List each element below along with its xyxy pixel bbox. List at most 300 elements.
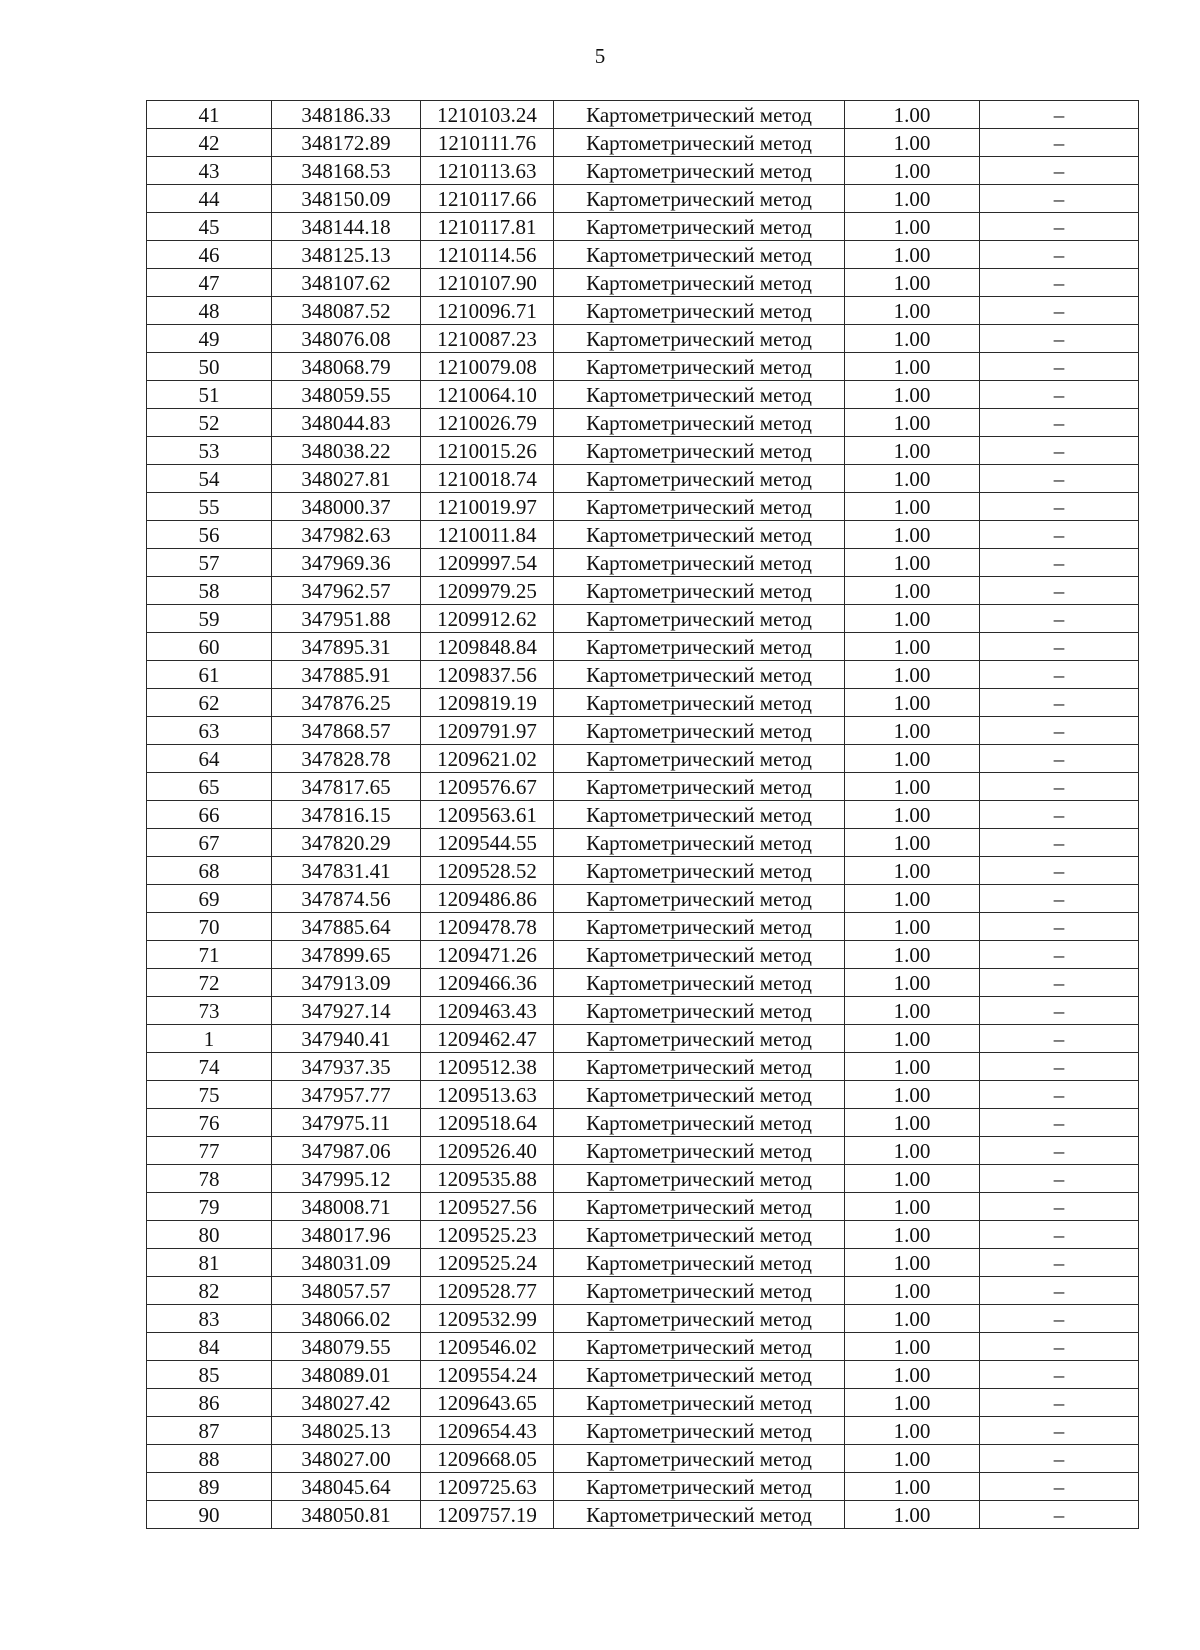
- method-cell: Картометрический метод: [554, 969, 845, 997]
- x-coordinate-cell: 348044.83: [272, 409, 421, 437]
- note-cell: –: [980, 1501, 1139, 1529]
- note-cell: –: [980, 521, 1139, 549]
- x-coordinate-cell: 347817.65: [272, 773, 421, 801]
- x-coordinate-cell: 347969.36: [272, 549, 421, 577]
- y-coordinate-cell: 1210011.84: [421, 521, 554, 549]
- method-cell: Картометрический метод: [554, 1193, 845, 1221]
- point-number-cell: 83: [147, 1305, 272, 1333]
- note-cell: –: [980, 1361, 1139, 1389]
- note-cell: –: [980, 1109, 1139, 1137]
- accuracy-cell: 1.00: [845, 185, 980, 213]
- accuracy-cell: 1.00: [845, 521, 980, 549]
- page-number: 5: [594, 44, 606, 68]
- accuracy-cell: 1.00: [845, 829, 980, 857]
- x-coordinate-cell: 347975.11: [272, 1109, 421, 1137]
- point-number-cell: 61: [147, 661, 272, 689]
- note-cell: –: [980, 773, 1139, 801]
- x-coordinate-cell: 347937.35: [272, 1053, 421, 1081]
- note-cell: –: [980, 1081, 1139, 1109]
- x-coordinate-cell: 348079.55: [272, 1333, 421, 1361]
- method-cell: Картометрический метод: [554, 1333, 845, 1361]
- table-row: [147, 381, 1139, 409]
- y-coordinate-cell: 1209997.54: [421, 549, 554, 577]
- y-coordinate-cell: 1209526.40: [421, 1137, 554, 1165]
- method-cell: Картометрический метод: [554, 241, 845, 269]
- note-cell: –: [980, 213, 1139, 241]
- x-coordinate-cell: 348172.89: [272, 129, 421, 157]
- point-number-cell: 90: [147, 1501, 272, 1529]
- x-coordinate-cell: 348144.18: [272, 213, 421, 241]
- accuracy-cell: 1.00: [845, 1025, 980, 1053]
- accuracy-cell: 1.00: [845, 1249, 980, 1277]
- y-coordinate-cell: 1210096.71: [421, 297, 554, 325]
- method-cell: Картометрический метод: [554, 745, 845, 773]
- point-number-cell: 47: [147, 269, 272, 297]
- accuracy-cell: 1.00: [845, 409, 980, 437]
- y-coordinate-cell: 1209466.36: [421, 969, 554, 997]
- table-row: [147, 325, 1139, 353]
- method-cell: Картометрический метод: [554, 353, 845, 381]
- table-row: [147, 185, 1139, 213]
- x-coordinate-cell: 347927.14: [272, 997, 421, 1025]
- y-coordinate-cell: 1209486.86: [421, 885, 554, 913]
- table-row: [147, 997, 1139, 1025]
- accuracy-cell: 1.00: [845, 241, 980, 269]
- method-cell: Картометрический метод: [554, 129, 845, 157]
- note-cell: –: [980, 689, 1139, 717]
- accuracy-cell: 1.00: [845, 661, 980, 689]
- table-row: [147, 773, 1139, 801]
- point-number-cell: 73: [147, 997, 272, 1025]
- accuracy-cell: 1.00: [845, 381, 980, 409]
- point-number-cell: 41: [147, 101, 272, 129]
- accuracy-cell: 1.00: [845, 605, 980, 633]
- table-row: [147, 297, 1139, 325]
- x-coordinate-cell: 347940.41: [272, 1025, 421, 1053]
- point-number-cell: 87: [147, 1417, 272, 1445]
- note-cell: –: [980, 633, 1139, 661]
- accuracy-cell: 1.00: [845, 549, 980, 577]
- table-row: [147, 913, 1139, 941]
- method-cell: Картометрический метод: [554, 885, 845, 913]
- accuracy-cell: 1.00: [845, 1333, 980, 1361]
- point-number-cell: 81: [147, 1249, 272, 1277]
- x-coordinate-cell: 348057.57: [272, 1277, 421, 1305]
- accuracy-cell: 1.00: [845, 269, 980, 297]
- point-number-cell: 59: [147, 605, 272, 633]
- table-row: [147, 353, 1139, 381]
- point-number-cell: 48: [147, 297, 272, 325]
- note-cell: –: [980, 829, 1139, 857]
- accuracy-cell: 1.00: [845, 465, 980, 493]
- note-cell: –: [980, 661, 1139, 689]
- y-coordinate-cell: 1209478.78: [421, 913, 554, 941]
- table-row: [147, 661, 1139, 689]
- note-cell: –: [980, 1165, 1139, 1193]
- table-row: [147, 1193, 1139, 1221]
- method-cell: Картометрический метод: [554, 1417, 845, 1445]
- x-coordinate-cell: 348050.81: [272, 1501, 421, 1529]
- method-cell: Картометрический метод: [554, 1137, 845, 1165]
- y-coordinate-cell: 1210117.81: [421, 213, 554, 241]
- note-cell: –: [980, 465, 1139, 493]
- x-coordinate-cell: 347957.77: [272, 1081, 421, 1109]
- note-cell: –: [980, 157, 1139, 185]
- x-coordinate-cell: 347962.57: [272, 577, 421, 605]
- note-cell: –: [980, 745, 1139, 773]
- accuracy-cell: 1.00: [845, 1501, 980, 1529]
- x-coordinate-cell: 348150.09: [272, 185, 421, 213]
- x-coordinate-cell: 348186.33: [272, 101, 421, 129]
- point-number-cell: 70: [147, 913, 272, 941]
- method-cell: Картометрический метод: [554, 941, 845, 969]
- accuracy-cell: 1.00: [845, 857, 980, 885]
- point-number-cell: 43: [147, 157, 272, 185]
- table-row: [147, 1221, 1139, 1249]
- y-coordinate-cell: 1209725.63: [421, 1473, 554, 1501]
- method-cell: Картометрический метод: [554, 493, 845, 521]
- method-cell: Картометрический метод: [554, 269, 845, 297]
- y-coordinate-cell: 1209544.55: [421, 829, 554, 857]
- note-cell: –: [980, 717, 1139, 745]
- note-cell: –: [980, 577, 1139, 605]
- accuracy-cell: 1.00: [845, 1081, 980, 1109]
- table-row: [147, 577, 1139, 605]
- method-cell: Картометрический метод: [554, 213, 845, 241]
- point-number-cell: 67: [147, 829, 272, 857]
- accuracy-cell: 1.00: [845, 1305, 980, 1333]
- method-cell: Картометрический метод: [554, 829, 845, 857]
- accuracy-cell: 1.00: [845, 913, 980, 941]
- y-coordinate-cell: 1210107.90: [421, 269, 554, 297]
- x-coordinate-cell: 347885.91: [272, 661, 421, 689]
- method-cell: Картометрический метод: [554, 913, 845, 941]
- y-coordinate-cell: 1209912.62: [421, 605, 554, 633]
- y-coordinate-cell: 1209757.19: [421, 1501, 554, 1529]
- accuracy-cell: 1.00: [845, 325, 980, 353]
- method-cell: Картометрический метод: [554, 1081, 845, 1109]
- x-coordinate-cell: 347951.88: [272, 605, 421, 633]
- method-cell: Картометрический метод: [554, 101, 845, 129]
- point-number-cell: 72: [147, 969, 272, 997]
- accuracy-cell: 1.00: [845, 801, 980, 829]
- point-number-cell: 50: [147, 353, 272, 381]
- x-coordinate-cell: 347899.65: [272, 941, 421, 969]
- note-cell: –: [980, 129, 1139, 157]
- table-row: [147, 633, 1139, 661]
- note-cell: –: [980, 1305, 1139, 1333]
- method-cell: Картометрический метод: [554, 689, 845, 717]
- note-cell: –: [980, 969, 1139, 997]
- method-cell: Картометрический метод: [554, 717, 845, 745]
- y-coordinate-cell: 1209563.61: [421, 801, 554, 829]
- y-coordinate-cell: 1210117.66: [421, 185, 554, 213]
- point-number-cell: 53: [147, 437, 272, 465]
- table-row: [147, 1053, 1139, 1081]
- method-cell: Картометрический метод: [554, 1053, 845, 1081]
- point-number-cell: 79: [147, 1193, 272, 1221]
- method-cell: Картометрический метод: [554, 1305, 845, 1333]
- method-cell: Картометрический метод: [554, 773, 845, 801]
- x-coordinate-cell: 347913.09: [272, 969, 421, 997]
- y-coordinate-cell: 1209621.02: [421, 745, 554, 773]
- method-cell: Картометрический метод: [554, 633, 845, 661]
- accuracy-cell: 1.00: [845, 213, 980, 241]
- method-cell: Картометрический метод: [554, 185, 845, 213]
- point-number-cell: 76: [147, 1109, 272, 1137]
- x-coordinate-cell: 348045.64: [272, 1473, 421, 1501]
- y-coordinate-cell: 1209554.24: [421, 1361, 554, 1389]
- point-number-cell: 75: [147, 1081, 272, 1109]
- note-cell: –: [980, 941, 1139, 969]
- x-coordinate-cell: 348027.42: [272, 1389, 421, 1417]
- note-cell: –: [980, 1193, 1139, 1221]
- accuracy-cell: 1.00: [845, 1389, 980, 1417]
- x-coordinate-cell: 348168.53: [272, 157, 421, 185]
- note-cell: –: [980, 1249, 1139, 1277]
- method-cell: Картометрический метод: [554, 297, 845, 325]
- accuracy-cell: 1.00: [845, 941, 980, 969]
- note-cell: –: [980, 1445, 1139, 1473]
- note-cell: –: [980, 353, 1139, 381]
- accuracy-cell: 1.00: [845, 633, 980, 661]
- point-number-cell: 71: [147, 941, 272, 969]
- coordinates-table-body: [147, 101, 1139, 1529]
- accuracy-cell: 1.00: [845, 717, 980, 745]
- point-number-cell: 45: [147, 213, 272, 241]
- accuracy-cell: 1.00: [845, 997, 980, 1025]
- x-coordinate-cell: 348107.62: [272, 269, 421, 297]
- table-row: [147, 129, 1139, 157]
- x-coordinate-cell: 348008.71: [272, 1193, 421, 1221]
- x-coordinate-cell: 348000.37: [272, 493, 421, 521]
- x-coordinate-cell: 347885.64: [272, 913, 421, 941]
- y-coordinate-cell: 1209668.05: [421, 1445, 554, 1473]
- table-row: [147, 1361, 1139, 1389]
- table-row: [147, 101, 1139, 129]
- table-row: [147, 549, 1139, 577]
- table-row: [147, 885, 1139, 913]
- note-cell: –: [980, 1473, 1139, 1501]
- method-cell: Картометрический метод: [554, 437, 845, 465]
- method-cell: Картометрический метод: [554, 1025, 845, 1053]
- method-cell: Картометрический метод: [554, 801, 845, 829]
- y-coordinate-cell: 1209654.43: [421, 1417, 554, 1445]
- point-number-cell: 66: [147, 801, 272, 829]
- accuracy-cell: 1.00: [845, 353, 980, 381]
- accuracy-cell: 1.00: [845, 437, 980, 465]
- accuracy-cell: 1.00: [845, 1361, 980, 1389]
- method-cell: Картометрический метод: [554, 1249, 845, 1277]
- note-cell: –: [980, 297, 1139, 325]
- method-cell: Картометрический метод: [554, 997, 845, 1025]
- coordinates-table: [146, 100, 1139, 1529]
- y-coordinate-cell: 1209848.84: [421, 633, 554, 661]
- accuracy-cell: 1.00: [845, 885, 980, 913]
- x-coordinate-cell: 347816.15: [272, 801, 421, 829]
- y-coordinate-cell: 1209643.65: [421, 1389, 554, 1417]
- note-cell: –: [980, 885, 1139, 913]
- y-coordinate-cell: 1210018.74: [421, 465, 554, 493]
- method-cell: Картометрический метод: [554, 1109, 845, 1137]
- accuracy-cell: 1.00: [845, 1165, 980, 1193]
- table-row: [147, 493, 1139, 521]
- method-cell: Картометрический метод: [554, 605, 845, 633]
- table-row: [147, 1025, 1139, 1053]
- note-cell: –: [980, 857, 1139, 885]
- method-cell: Картометрический метод: [554, 1389, 845, 1417]
- note-cell: –: [980, 1333, 1139, 1361]
- note-cell: –: [980, 185, 1139, 213]
- table-row: [147, 1081, 1139, 1109]
- note-cell: –: [980, 1025, 1139, 1053]
- table-row: [147, 1417, 1139, 1445]
- y-coordinate-cell: 1210019.97: [421, 493, 554, 521]
- y-coordinate-cell: 1209819.19: [421, 689, 554, 717]
- table-row: [147, 605, 1139, 633]
- accuracy-cell: 1.00: [845, 297, 980, 325]
- method-cell: Картометрический метод: [554, 1501, 845, 1529]
- y-coordinate-cell: 1209528.52: [421, 857, 554, 885]
- x-coordinate-cell: 348087.52: [272, 297, 421, 325]
- y-coordinate-cell: 1209532.99: [421, 1305, 554, 1333]
- x-coordinate-cell: 347895.31: [272, 633, 421, 661]
- point-number-cell: 55: [147, 493, 272, 521]
- x-coordinate-cell: 348076.08: [272, 325, 421, 353]
- accuracy-cell: 1.00: [845, 577, 980, 605]
- method-cell: Картометрический метод: [554, 1277, 845, 1305]
- point-number-cell: 82: [147, 1277, 272, 1305]
- method-cell: Картометрический метод: [554, 409, 845, 437]
- table-row: [147, 745, 1139, 773]
- x-coordinate-cell: 348017.96: [272, 1221, 421, 1249]
- note-cell: –: [980, 549, 1139, 577]
- method-cell: Картометрический метод: [554, 1445, 845, 1473]
- point-number-cell: 85: [147, 1361, 272, 1389]
- table-row: [147, 1249, 1139, 1277]
- point-number-cell: 78: [147, 1165, 272, 1193]
- note-cell: –: [980, 493, 1139, 521]
- point-number-cell: 86: [147, 1389, 272, 1417]
- x-coordinate-cell: 348027.00: [272, 1445, 421, 1473]
- table-row: [147, 689, 1139, 717]
- note-cell: –: [980, 1389, 1139, 1417]
- point-number-cell: 57: [147, 549, 272, 577]
- y-coordinate-cell: 1209463.43: [421, 997, 554, 1025]
- point-number-cell: 42: [147, 129, 272, 157]
- table-row: [147, 521, 1139, 549]
- note-cell: –: [980, 241, 1139, 269]
- table-row: [147, 1277, 1139, 1305]
- table-row: [147, 941, 1139, 969]
- y-coordinate-cell: 1209576.67: [421, 773, 554, 801]
- note-cell: –: [980, 437, 1139, 465]
- method-cell: Картометрический метод: [554, 381, 845, 409]
- accuracy-cell: 1.00: [845, 1193, 980, 1221]
- y-coordinate-cell: 1210103.24: [421, 101, 554, 129]
- accuracy-cell: 1.00: [845, 1473, 980, 1501]
- x-coordinate-cell: 348066.02: [272, 1305, 421, 1333]
- accuracy-cell: 1.00: [845, 1221, 980, 1249]
- x-coordinate-cell: 348089.01: [272, 1361, 421, 1389]
- y-coordinate-cell: 1209513.63: [421, 1081, 554, 1109]
- method-cell: Картометрический метод: [554, 549, 845, 577]
- accuracy-cell: 1.00: [845, 1277, 980, 1305]
- point-number-cell: 51: [147, 381, 272, 409]
- y-coordinate-cell: 1209525.24: [421, 1249, 554, 1277]
- y-coordinate-cell: 1210064.10: [421, 381, 554, 409]
- point-number-cell: 68: [147, 857, 272, 885]
- point-number-cell: 49: [147, 325, 272, 353]
- method-cell: Картометрический метод: [554, 577, 845, 605]
- method-cell: Картометрический метод: [554, 1473, 845, 1501]
- method-cell: Картометрический метод: [554, 1221, 845, 1249]
- x-coordinate-cell: 348025.13: [272, 1417, 421, 1445]
- y-coordinate-cell: 1210015.26: [421, 437, 554, 465]
- x-coordinate-cell: 347987.06: [272, 1137, 421, 1165]
- accuracy-cell: 1.00: [845, 1137, 980, 1165]
- accuracy-cell: 1.00: [845, 1109, 980, 1137]
- note-cell: –: [980, 801, 1139, 829]
- table-row: [147, 1473, 1139, 1501]
- x-coordinate-cell: 347828.78: [272, 745, 421, 773]
- point-number-cell: 64: [147, 745, 272, 773]
- x-coordinate-cell: 347874.56: [272, 885, 421, 913]
- point-number-cell: 52: [147, 409, 272, 437]
- method-cell: Картометрический метод: [554, 1165, 845, 1193]
- x-coordinate-cell: 348125.13: [272, 241, 421, 269]
- method-cell: Картометрический метод: [554, 325, 845, 353]
- y-coordinate-cell: 1210114.56: [421, 241, 554, 269]
- y-coordinate-cell: 1210113.63: [421, 157, 554, 185]
- table-row: [147, 1333, 1139, 1361]
- accuracy-cell: 1.00: [845, 1417, 980, 1445]
- point-number-cell: 80: [147, 1221, 272, 1249]
- note-cell: –: [980, 1137, 1139, 1165]
- table-row: [147, 1445, 1139, 1473]
- table-row: [147, 1501, 1139, 1529]
- note-cell: –: [980, 1417, 1139, 1445]
- y-coordinate-cell: 1210087.23: [421, 325, 554, 353]
- accuracy-cell: 1.00: [845, 157, 980, 185]
- table-row: [147, 857, 1139, 885]
- x-coordinate-cell: 348038.22: [272, 437, 421, 465]
- note-cell: –: [980, 409, 1139, 437]
- table-row: [147, 969, 1139, 997]
- x-coordinate-cell: 347868.57: [272, 717, 421, 745]
- point-number-cell: 62: [147, 689, 272, 717]
- accuracy-cell: 1.00: [845, 773, 980, 801]
- note-cell: –: [980, 1221, 1139, 1249]
- x-coordinate-cell: 347982.63: [272, 521, 421, 549]
- table-row: [147, 269, 1139, 297]
- point-number-cell: 89: [147, 1473, 272, 1501]
- note-cell: –: [980, 605, 1139, 633]
- point-number-cell: 58: [147, 577, 272, 605]
- table-row: [147, 1165, 1139, 1193]
- method-cell: Картометрический метод: [554, 521, 845, 549]
- table-row: [147, 1305, 1139, 1333]
- accuracy-cell: 1.00: [845, 493, 980, 521]
- y-coordinate-cell: 1209528.77: [421, 1277, 554, 1305]
- table-row: [147, 213, 1139, 241]
- x-coordinate-cell: 347831.41: [272, 857, 421, 885]
- method-cell: Картометрический метод: [554, 1361, 845, 1389]
- point-number-cell: 74: [147, 1053, 272, 1081]
- table-row: [147, 829, 1139, 857]
- table-row: [147, 1137, 1139, 1165]
- table-row: [147, 801, 1139, 829]
